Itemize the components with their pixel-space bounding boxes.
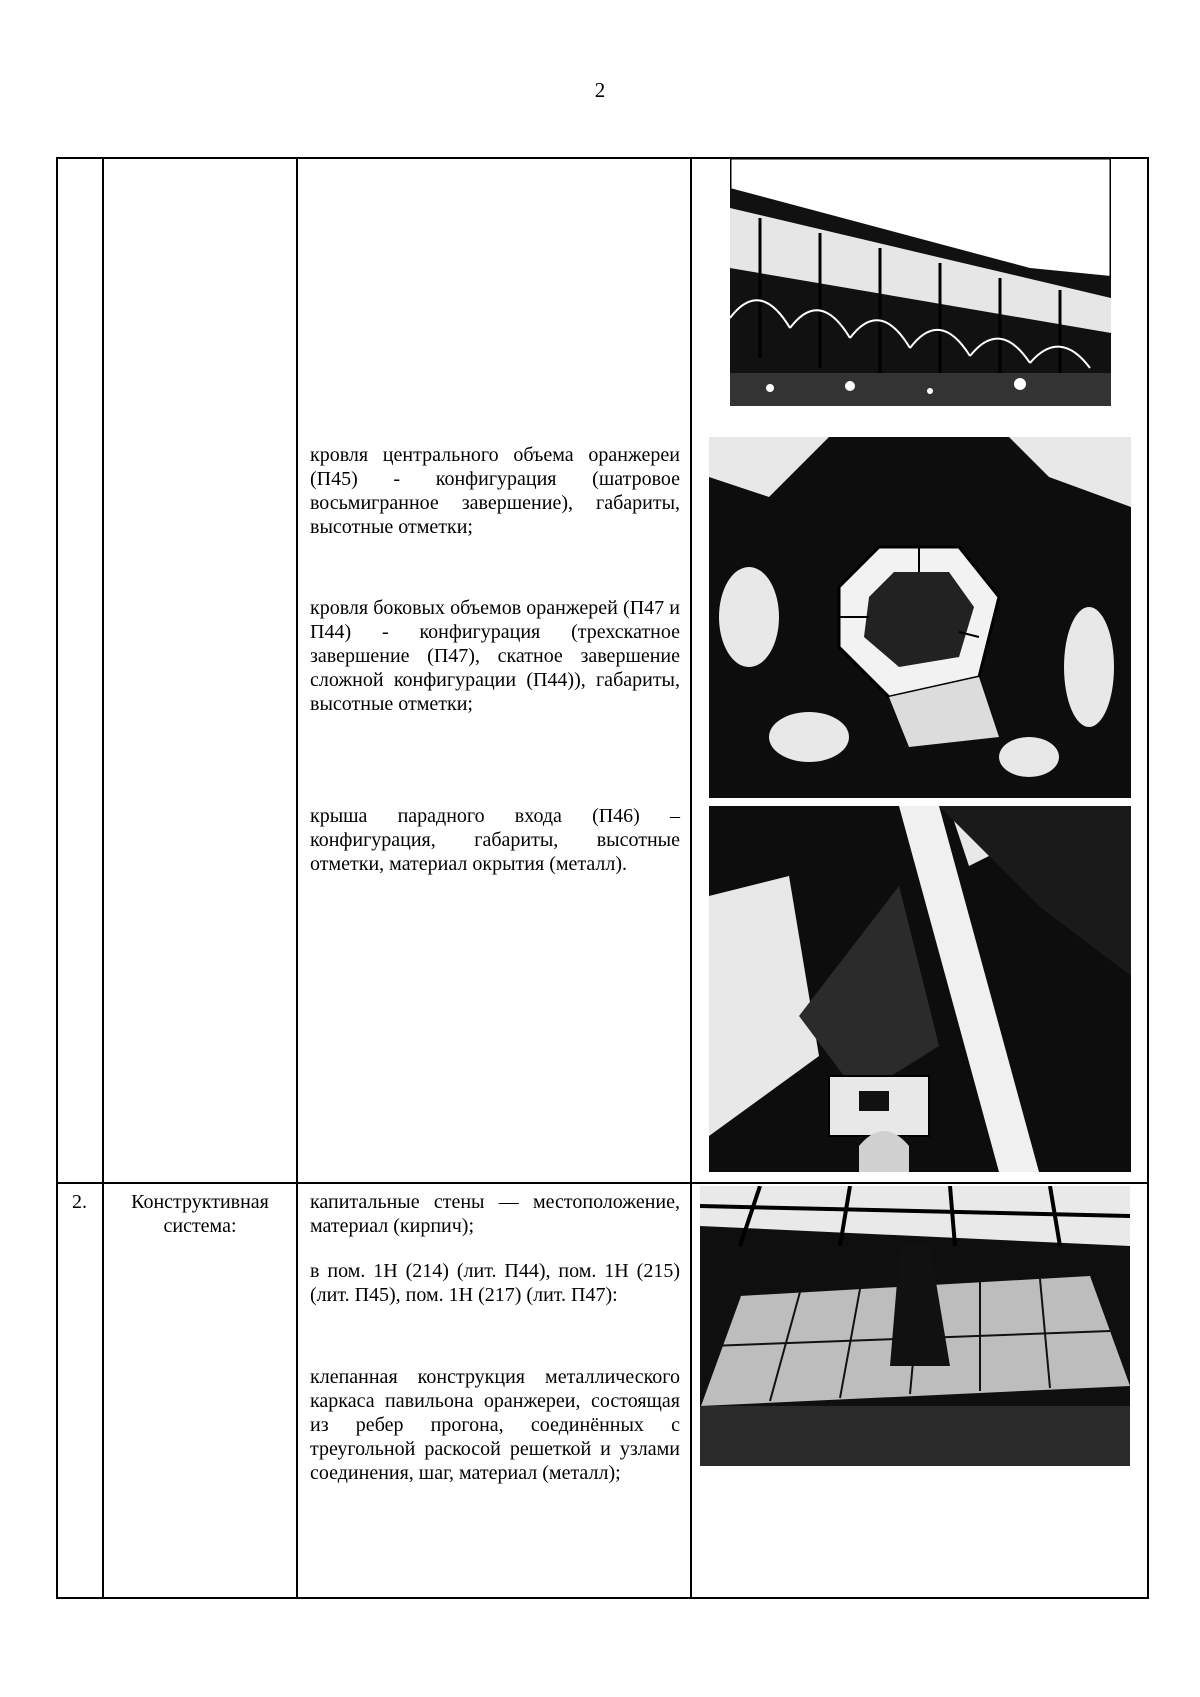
table-col-divider-3 xyxy=(690,157,692,1599)
row1-paragraph-1: кровля центрального объема оранжереи (П45) - конфигурация (шатровое восьмигранное завершение), габариты, высотные отметки; xyxy=(310,444,680,538)
photo-octagonal-roof-aerial xyxy=(709,437,1131,798)
table-col-divider-2 xyxy=(296,157,298,1599)
row2-paragraph-2: в пом. 1Н (214) (лит. П44), пом. 1Н (215) (лит. П45), пом. 1Н (217) (лит. П47): xyxy=(310,1260,680,1306)
table-col-divider-1 xyxy=(102,157,104,1599)
row-subject: Конструктивная система: xyxy=(131,1191,269,1237)
photo-greenhouse-gallery xyxy=(730,158,1111,406)
row-number: 2. xyxy=(72,1191,87,1213)
row1-paragraph-3: крыша парадного входа (П46) – конфигурация, габариты, высотные отметки, материал окрытия (металл). xyxy=(310,805,680,875)
page-number: 2 xyxy=(594,78,606,102)
table-row-divider xyxy=(56,1182,1149,1184)
photo-entrance-roof xyxy=(709,806,1131,1172)
row1-paragraph-2: кровля боковых объемов оранжерей (П47 и П44) - конфигурация (трехскатное завершение (П47), скатное завершение сложной конфигурации (П44)), габариты, высотные отметки; xyxy=(310,597,680,715)
table-border-right xyxy=(1147,157,1149,1599)
photo-metal-frame-interior xyxy=(700,1186,1130,1466)
table-border-bottom xyxy=(56,1597,1149,1599)
row2-paragraph-3: клепанная конструкция металлического каркаса павильона оранжереи, состоящая из ребер прогона, соединённых с треугольной раскосой решеткой и узлами соединения, шаг, материал (металл); xyxy=(310,1366,680,1484)
table-border-left xyxy=(56,157,58,1599)
row2-paragraph-1: капитальные стены — местоположение, материал (кирпич); xyxy=(310,1191,680,1237)
